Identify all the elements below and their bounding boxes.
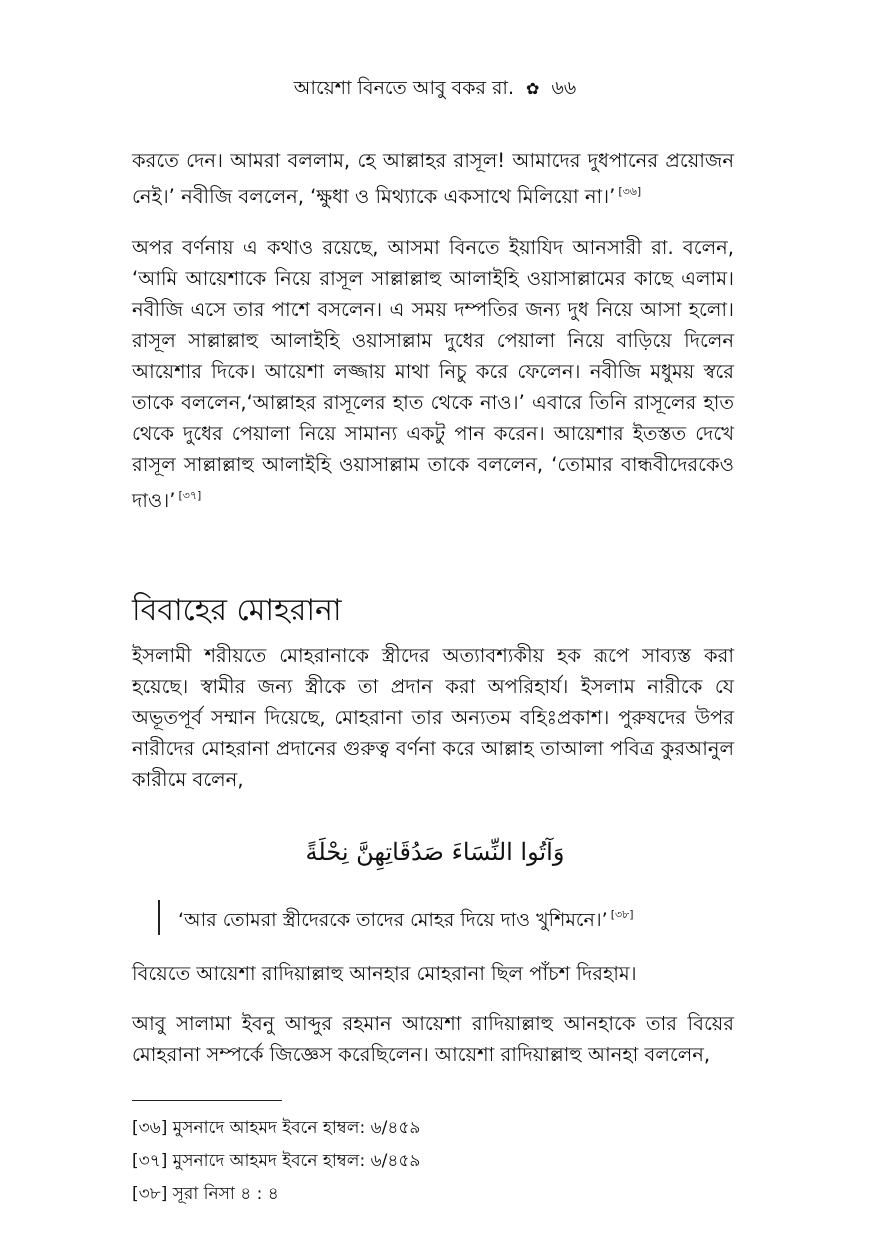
footnote-ref-36[interactable]: [৩৬] xyxy=(618,185,642,198)
footnote-ref-37[interactable]: [৩৭] xyxy=(178,489,202,502)
paragraph-5 xyxy=(132,1008,734,1070)
verse-translation-quote xyxy=(158,900,738,935)
quote-text: ‘আর তোমরা স্ত্রীদেরকে তাদের মোহর দিয়ে দাও খুশিমনে।’ xyxy=(178,909,608,931)
paragraph-2-text: অপর বর্ণনায় এ কথাও রয়েছে, আসমা বিনতে ইয়াযিদ আনসারী রা. বলেন, ‘আমি আয়েশাকে নিয়ে রাসূল সাল্লাল্লাহু আলাইহি ওয়াসাল্লামের কাছে এলাম। নবীজি এসে তার পাশে বসলেন। এ সময় দম্পতির জন্য দুধ নিয়ে আসা হলো। রাসূল সাল্লাল্লাহু আলাইহি ওয়াসাল্লাম দুধের পেয়ালা নিয়ে বাড়িয়ে দিলেন আয়েশার দিকে। আয়েশা লজ্জায় মাথা নিচু করে ফেলেন। নবীজি মধুময় স্বরে তাকে বললেন,‘আল্লাহর রাসূলের হাত থেকে নাও।’ এবারে তিনি রাসূলের হাত থেকে দুধের পেয়ালা নিয়ে সামান্য একটু পান করেন। আয়েশার ইতস্তত দেখে রাসূল সাল্লাল্লাহু আলাইহি ওয়াসাল্লাম তাকে বললেন, ‘তোমার বান্ধবীদেরকেও দাও।’ xyxy=(132,236,734,512)
paragraph-2 xyxy=(132,232,734,516)
paragraph-4-text: বিয়েতে আয়েশা রাদিয়াল্লাহু আনহার মোহরানা ছিল পাঁচশ দিরহাম। xyxy=(132,962,637,985)
quran-verse-arabic: وَآتُوا النِّسَاءَ صَدُقَاتِهِنَّ نِحْلَةً xyxy=(305,838,565,866)
footnotes xyxy=(132,1112,734,1211)
running-head xyxy=(0,74,870,106)
footnote-ref-38[interactable]: [৩৮] xyxy=(610,908,634,921)
footnote-38: [৩৮] সূরা নিসা ৪ : ৪ xyxy=(132,1184,279,1204)
paragraph-4 xyxy=(132,958,734,989)
paragraph-5-text: আবু সালামা ইবনু আব্দুর রহমান আয়েশা রাদিয়াল্লাহু আনহাকে তার বিয়ের মোহরানা সম্পর্কে জিজ্ঞেস করেছিলেন। আয়েশা রাদিয়াল্লাহু আনহা বললেন, xyxy=(132,1012,734,1066)
footnote-divider xyxy=(132,1100,282,1101)
page-number: ৬৬ xyxy=(551,77,577,99)
paragraph-3 xyxy=(132,640,734,795)
running-head-title: আয়েশা বিনতে আবু বকর রা. xyxy=(293,77,514,99)
paragraph-1 xyxy=(132,145,734,212)
footnote-37: [৩৭] মুসনাদে আহমদ ইবনে হাম্বল: ৬/৪৫৯ xyxy=(132,1151,421,1171)
paragraph-3-text: ইসলামী শরীয়তে মোহরানাকে স্ত্রীদের অত্যাবশ্যকীয় হক রূপে সাব্যস্ত করা হয়েছে। স্বামীর জন্য স্ত্রীকে তা প্রদান করা অপরিহার্য। ইসলাম নারীকে যে অভূতপূর্ব সম্মান দিয়েছে, মোহরানা তার অন্যতম বহিঃপ্রকাশ। পুরুষদের উপর নারীদের মোহরানা প্রদানের গুরুত্ব বর্ণনা করে আল্লাহ তাআলা পবিত্র কুরআনুল কারীমে বলেন, xyxy=(132,644,734,791)
ornament-icon: ✿ xyxy=(526,79,540,98)
section-heading: বিবাহের মোহরানা xyxy=(132,593,342,628)
footnote-36: [৩৬] মুসনাদে আহমদ ইবনে হাম্বল: ৬/৪৫৯ xyxy=(132,1118,421,1138)
paragraph-1-text: করতে দেন। আমরা বললাম, হে আল্লাহর রাসূল! আমাদের দুধপানের প্রয়োজন নেই।’ নবীজি বললেন, ‘ক্ষুধা ও মিথ্যাকে একসাথে মিলিয়ো না।’ xyxy=(132,149,734,208)
